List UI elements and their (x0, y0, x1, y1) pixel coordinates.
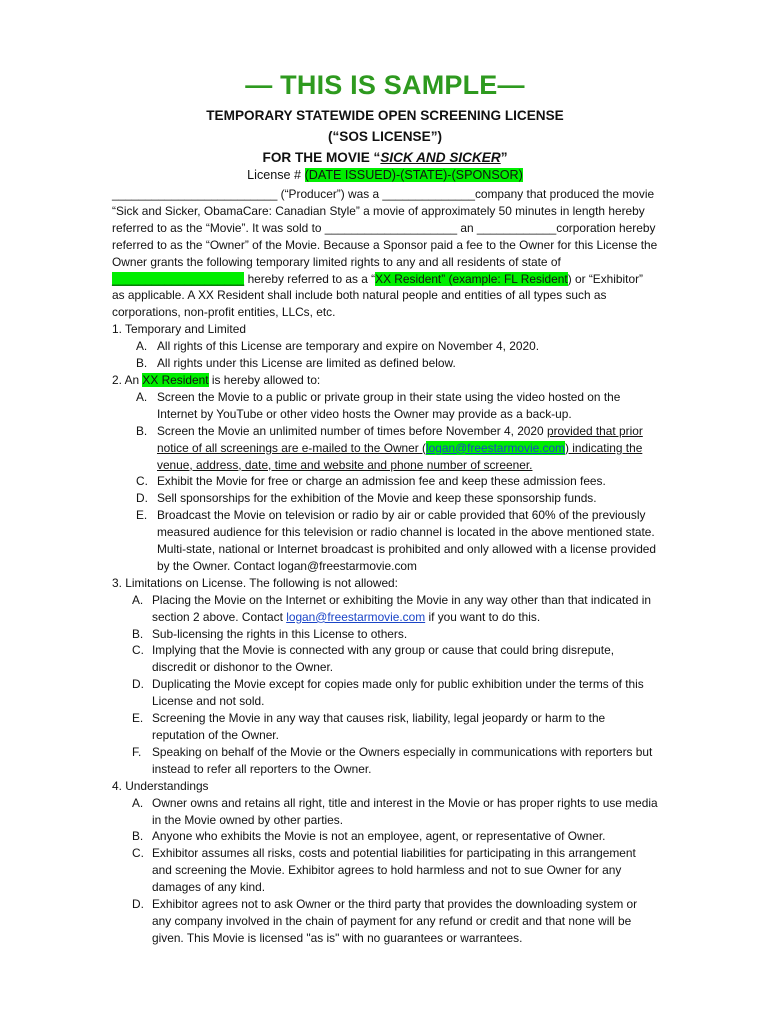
item-marker: A. (136, 389, 148, 404)
sample-banner: — THIS IS SAMPLE— (245, 70, 525, 100)
heading-suffix: is hereby allowed to: (208, 372, 321, 387)
list-item (112, 642, 658, 676)
list-item (112, 676, 658, 710)
item-text: All rights under this License are limited as defined below. (157, 356, 456, 371)
item-text: Screen the Movie to a public or private group in their state using the video hosted on the Internet by YouTube or other video hosts the Owner may provide as a back-up. (157, 389, 621, 421)
xx-resident-highlight: XX Resident (142, 372, 209, 387)
list-item (112, 592, 658, 626)
section-4-heading: 4. Understandings (112, 778, 209, 793)
notice-details: ) indicating the venue, address, date, time and website and phone number of screener. (157, 440, 643, 472)
title-prefix: FOR THE MOVIE “ (262, 150, 381, 165)
title-suffix: ” (500, 150, 508, 165)
intro-text-1: _________________________ (“Producer”) was a ______________company that produced the movie “Sick and Sicker, ObamaCare: Canadian Style” a movie of approximately 50 minutes in length hereby referred to as the “Movie”. It was sold to ____________________ an ____________corporation hereby referred to as the “Owner” of the Movie. Because a Sponsor paid a fee to the Owner for this License the Owner grants the following temporary limited rights to any and all residents of state of (112, 187, 658, 269)
movie-title: SICK AND SICKER (380, 150, 501, 165)
item-text: Exhibitor assumes all risks, costs and potential liabilities for participating in this arrangement and screening the Movie. Exhibitor agrees to hold harmless and not to sue Owner for any damages of any kind. (152, 846, 636, 895)
item-marker: F. (132, 744, 142, 759)
item-marker: D. (132, 897, 144, 912)
item-text: Duplicating the Movie except for copies made only for public exhibition under the terms of this License and not sold. (152, 677, 644, 709)
list-item (112, 896, 658, 947)
xx-resident-example: XX Resident” (example: FL Resident (375, 271, 568, 286)
section-2-list (112, 389, 658, 575)
item-text: Implying that the Movie is connected with any group or cause that could bring disrepute, discredit or dishonor to the Owner. (152, 643, 615, 675)
document-title (0, 105, 770, 168)
list-item (112, 507, 658, 575)
item-text: Screening the Movie in any way that causes risk, liability, legal jeopardy or harm to the reputation of the Owner. (152, 711, 606, 742)
item-text: Exhibit the Movie for free or charge an admission fee and keep these admission fees. (157, 474, 606, 489)
title-line-2: (“SOS LICENSE”) (327, 129, 443, 144)
list-item (112, 744, 658, 778)
item-text: All rights of this License are temporary and expire on November 4, 2020. (157, 339, 540, 354)
item-marker: D. (136, 491, 148, 506)
item-text: Screen the Movie an unlimited number of times before November 4, 2020 (157, 423, 547, 438)
list-item (112, 710, 658, 744)
item-marker: D. (132, 677, 144, 692)
item-marker: B. (136, 356, 148, 371)
section-1-list (112, 338, 658, 372)
owner-email-link[interactable]: logan@freestarmovie.com (426, 440, 565, 455)
item-marker: C. (132, 846, 144, 861)
item-marker: A. (132, 592, 144, 607)
contact-email-link[interactable]: logan@freestarmovie.com (286, 609, 426, 624)
section-3-heading: 3. Limitations on License. The following is not allowed: (112, 575, 398, 590)
intro-text-2: hereby referred to as a “ (244, 271, 376, 286)
item-marker: B. (132, 626, 144, 641)
state-blank: ____________________ (112, 271, 245, 286)
list-item (112, 355, 658, 372)
notice-requirement: provided that prior notice of all screenings are e-mailed to the Owner ( (157, 423, 643, 455)
item-marker: A. (136, 339, 148, 354)
license-label: License # (247, 168, 305, 182)
item-text: Owner owns and retains all right, title and interest in the Movie or has proper rights to use media in the Movie owned by other parties. (152, 795, 658, 827)
item-text: Sell sponsorships for the exhibition of the Movie and keep these sponsorship funds. (157, 491, 597, 506)
list-item (112, 626, 658, 643)
item-marker: B. (136, 423, 148, 438)
intro-paragraph (112, 186, 658, 321)
list-item (112, 828, 658, 845)
item-marker: A. (132, 795, 144, 810)
list-item (112, 795, 658, 829)
title-line-3 (0, 147, 770, 168)
heading-prefix: 2. An (112, 372, 143, 387)
section-1-heading: 1. Temporary and Limited (112, 322, 246, 337)
item-text: Broadcast the Movie on television or radio by air or cable provided that 60% of the previously measured audience for this television or radio channel is located in the above mentioned state. Multi-state, national or Internet broadcast is prohibited and only allowed with a license provided by the Owner. Contact logan@freestarmovie.com (157, 508, 657, 573)
item-text: Speaking on behalf of the Movie or the Owners especially in communications with reporters but instead to refer all reporters to the Owner. (152, 744, 653, 776)
item-text: Sub-licensing the rights in this License to others. (152, 626, 408, 641)
license-number (0, 168, 770, 182)
list-item (112, 473, 658, 490)
item-marker: B. (132, 829, 144, 844)
list-item (112, 845, 658, 896)
title-line-1: TEMPORARY STATEWIDE OPEN SCREENING LICENSE (206, 108, 564, 123)
list-item (112, 423, 658, 474)
list-item (112, 338, 658, 355)
item-text: Placing the Movie on the Internet or exhibiting the Movie in any way other than that indicated in section 2 above. Contact (152, 592, 652, 624)
section-4-list (112, 795, 658, 947)
list-item (112, 490, 658, 507)
item-text: Exhibitor agrees not to ask Owner or the third party that provides the downloading system or any company involved in the chain of payment for any refund or credit and that none will be given. This Movie is licensed "as is" with no guarantees or warrantees. (152, 897, 638, 945)
item-text-suffix: if you want to do this. (425, 609, 541, 624)
section-2-heading (112, 372, 658, 389)
item-marker: C. (136, 474, 148, 489)
item-marker: C. (132, 643, 144, 658)
list-item (112, 389, 658, 423)
section-3-list (112, 592, 658, 778)
item-text: Anyone who exhibits the Movie is not an employee, agent, or representative of Owner. (152, 829, 606, 844)
license-placeholder: (DATE ISSUED)-(STATE)-(SPONSOR) (304, 168, 523, 182)
license-body (112, 186, 658, 947)
item-marker: E. (132, 711, 144, 726)
item-marker: E. (136, 508, 148, 523)
intro-text-3: ) or “Exhibitor” as applicable. A XX Resident shall include both natural people and entities of all types such as corporations, non-profit entities, LLCs, etc. (112, 271, 644, 320)
